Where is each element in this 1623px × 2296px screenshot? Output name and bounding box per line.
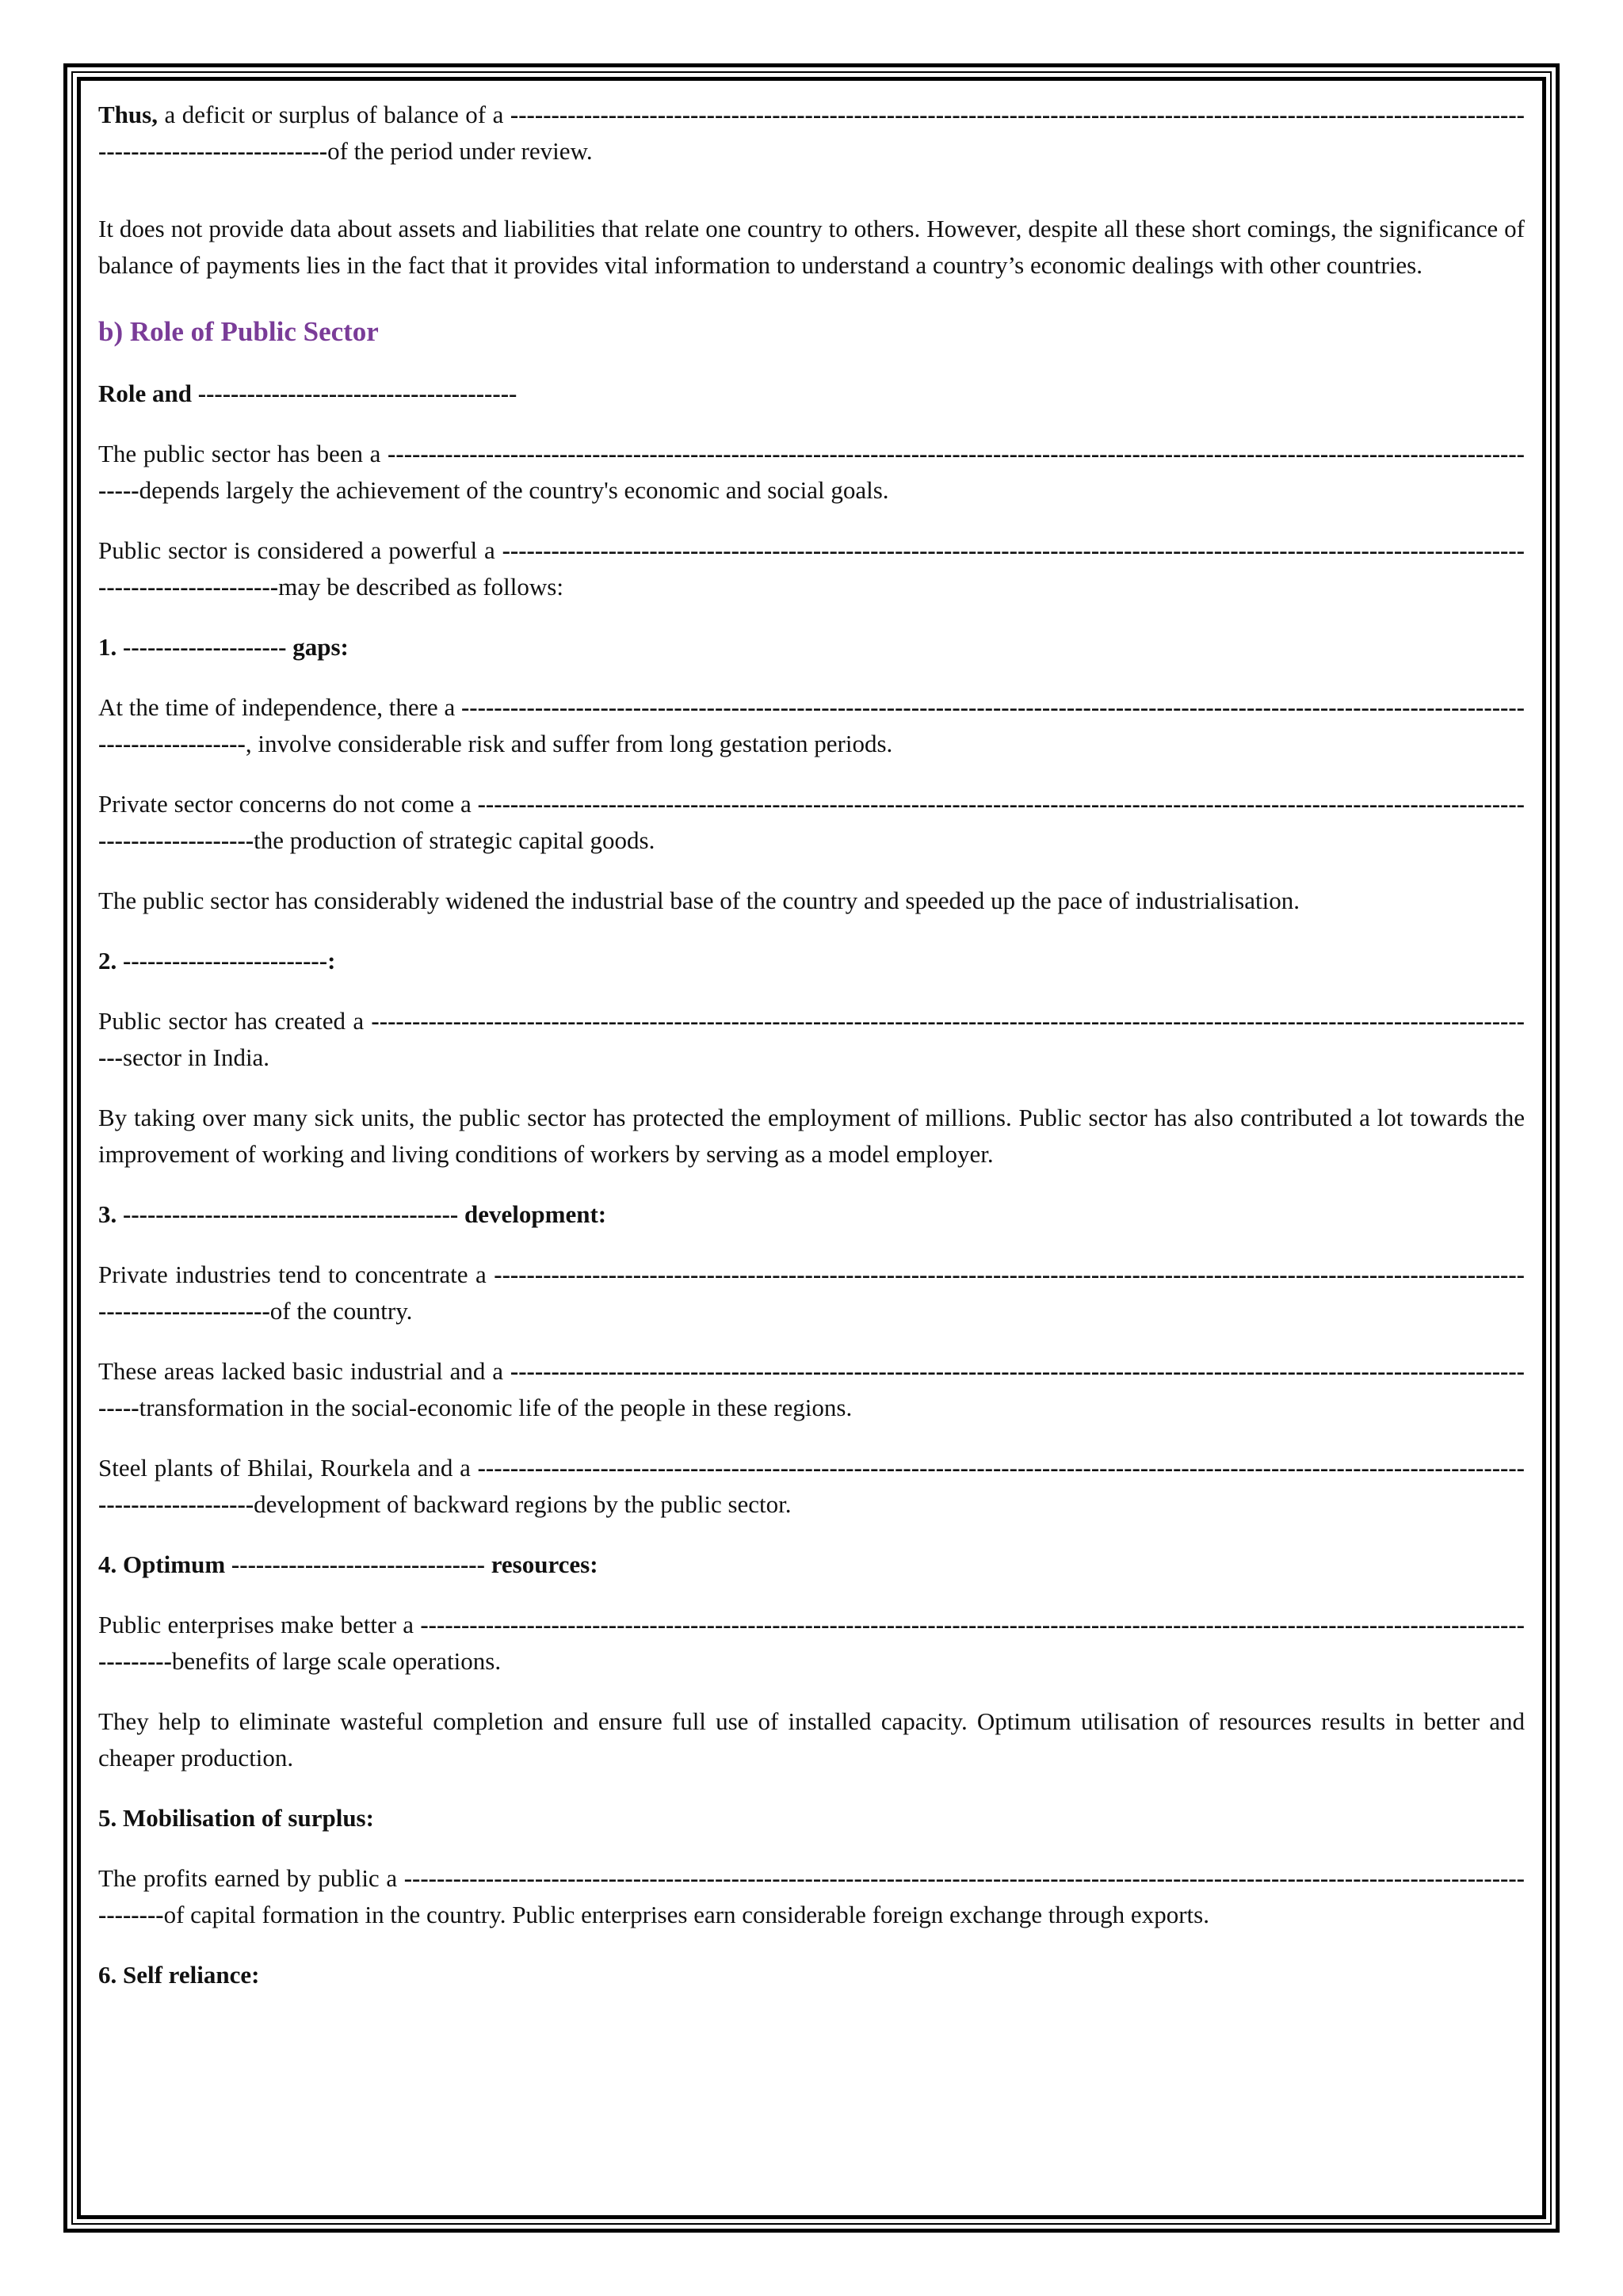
blank-dashes: ------------------------------------------------------------------------------------------ (460, 693, 1198, 721)
subheading-self-reliance: 6. Self reliance: (98, 1961, 260, 1989)
lead-bold: Thus, (98, 101, 158, 128)
tail-text: transformation in the social-economic life of the people in these regions. (139, 1394, 853, 1421)
lead-text: At the time of independence, there a (98, 693, 461, 721)
lead-text: The profits earned by public a (98, 1864, 404, 1892)
blank-dashes: ------------------------------------------------------------- (98, 536, 1525, 601)
lead-text: Public enterprises make better a (98, 1611, 421, 1638)
paragraph-sick-units: By taking over many sick units, the public sector has protected the employment of millions. Public sector has also contributed a lot towards the improvement of working and living conditions of workers by serving as a model employer. (98, 1104, 1525, 1168)
paragraph-concentrate (98, 1257, 1525, 1329)
subheading-role: Role and --------------------------------------- (98, 379, 517, 407)
document-body (98, 97, 1525, 1993)
blank-dashes: ----------------------------------------------------------------------------------------------- (388, 440, 1165, 467)
lead-text: Private industries tend to concentrate a (98, 1261, 495, 1288)
blank-dashes: ----------------------------------------------------------- (98, 790, 1525, 854)
tail-text: depends largely the achievement of the country's economic and social goals. (139, 476, 889, 504)
blank-dashes: ------------------------------------------------------------------------------------- (510, 1357, 1206, 1385)
tail-text: sector in India. (122, 1043, 270, 1071)
subheading-gaps: 1. -------------------- gaps: (98, 633, 349, 661)
paragraph-independence (98, 689, 1525, 762)
tail-text: of the period under review. (327, 137, 593, 165)
blank-dashes: ------------------------------------------------------------- (98, 101, 1525, 165)
tail-text: of the country. (269, 1297, 413, 1325)
paragraph-areas-lacked (98, 1353, 1525, 1426)
lead-text: Public sector is considered a powerful a (98, 536, 502, 564)
tail-text: the production of strategic capital goods. (254, 826, 655, 854)
blank-dashes: ---------------------------------------------------------- (98, 693, 1525, 757)
subheading-2: 2. -------------------------: (98, 947, 336, 974)
paragraph-industrial-base: The public sector has considerably widened the industrial base of the country and speeded up the pace of industrialisation. (98, 887, 1300, 914)
blank-dashes: ---------------------------------------------------------------------------------------- (477, 790, 1198, 818)
paragraph-created (98, 1003, 1525, 1076)
blank-dashes: ------------------------------------------------- (98, 440, 1525, 504)
paragraph-thus (98, 97, 1525, 170)
paragraph-powerful (98, 532, 1525, 605)
blank-dashes: -------------------------------------------------------------------------------------- (502, 536, 1206, 564)
paragraph-private-sector (98, 786, 1525, 859)
paragraph-profits (98, 1860, 1525, 1933)
blank-dashes: ------------------------------------------------ (98, 1007, 1525, 1071)
blank-dashes: ---------------------------------------------------- (98, 1864, 1525, 1928)
paragraph-eliminate: They help to eliminate wasteful completion and ensure full use of installed capacity. Optimum utilisation of resources results in better and cheaper production. (98, 1707, 1525, 1772)
blank-dashes: ---------------------------------------------------------------------------------------- (477, 1454, 1198, 1482)
tail-text: , involve considerable risk and suffer from long gestation periods. (245, 730, 893, 757)
lead-text: Public sector has created a (98, 1007, 372, 1035)
tail-text: may be described as follows: (278, 573, 563, 601)
tail-text: of capital formation in the country. Public enterprises earn considerable foreign exchange through exports. (163, 1901, 1209, 1928)
paragraph-public-sector (98, 436, 1525, 509)
blank-dashes: ---------------------------------------------------- (98, 1611, 1525, 1675)
tail-text: benefits of large scale operations. (171, 1647, 502, 1675)
blank-dashes: -------------------------------------------------------------------------------------------- (420, 1611, 1174, 1638)
lead-text: Private sector concerns do not come a (98, 790, 478, 818)
paragraph-enterprises (98, 1607, 1525, 1680)
lead-text: The public sector has been a (98, 440, 388, 467)
tail-text: development of backward regions by the public sector. (254, 1490, 792, 1518)
lead-text: These areas lacked basic industrial and a (98, 1357, 510, 1385)
paragraph-bop-significance: It does not provide data about assets and liabilities that relate one country to others. However, despite all these short comings, the significance of balance of payments lies in the fact that it provides vital information to understand a country’s economic dealings with other countries. (98, 215, 1525, 279)
blank-dashes: -------------------------------------------------------------------------------------- (494, 1261, 1198, 1288)
lead-text: a deficit or surplus of balance of a (157, 101, 510, 128)
section-heading: b) Role of Public Sector (98, 316, 379, 347)
blank-dashes: ------------------------------------------------------------------------------------------- (510, 101, 1255, 128)
subheading-mobilisation: 5. Mobilisation of surplus: (98, 1804, 374, 1832)
subheading-development: 3. ----------------------------------------- development: (98, 1200, 607, 1228)
lead-text: Steel plants of Bhilai, Rourkela and a (98, 1454, 478, 1482)
blank-dashes: ------------------------------------------------------------- (98, 1261, 1525, 1325)
subheading-optimum: 4. Optimum ------------------------------- resources: (98, 1550, 598, 1578)
blank-dashes: ----------------------------------------------------------- (98, 1454, 1525, 1518)
blank-dashes: --------------------------------------------------------------------------------------------- (403, 1864, 1165, 1892)
blank-dashes: ------------------------------------------------------------------------------------------------ (371, 1007, 1157, 1035)
blank-dashes: -------------------------------------------- (98, 1357, 1525, 1421)
paragraph-steel-plants (98, 1450, 1525, 1523)
